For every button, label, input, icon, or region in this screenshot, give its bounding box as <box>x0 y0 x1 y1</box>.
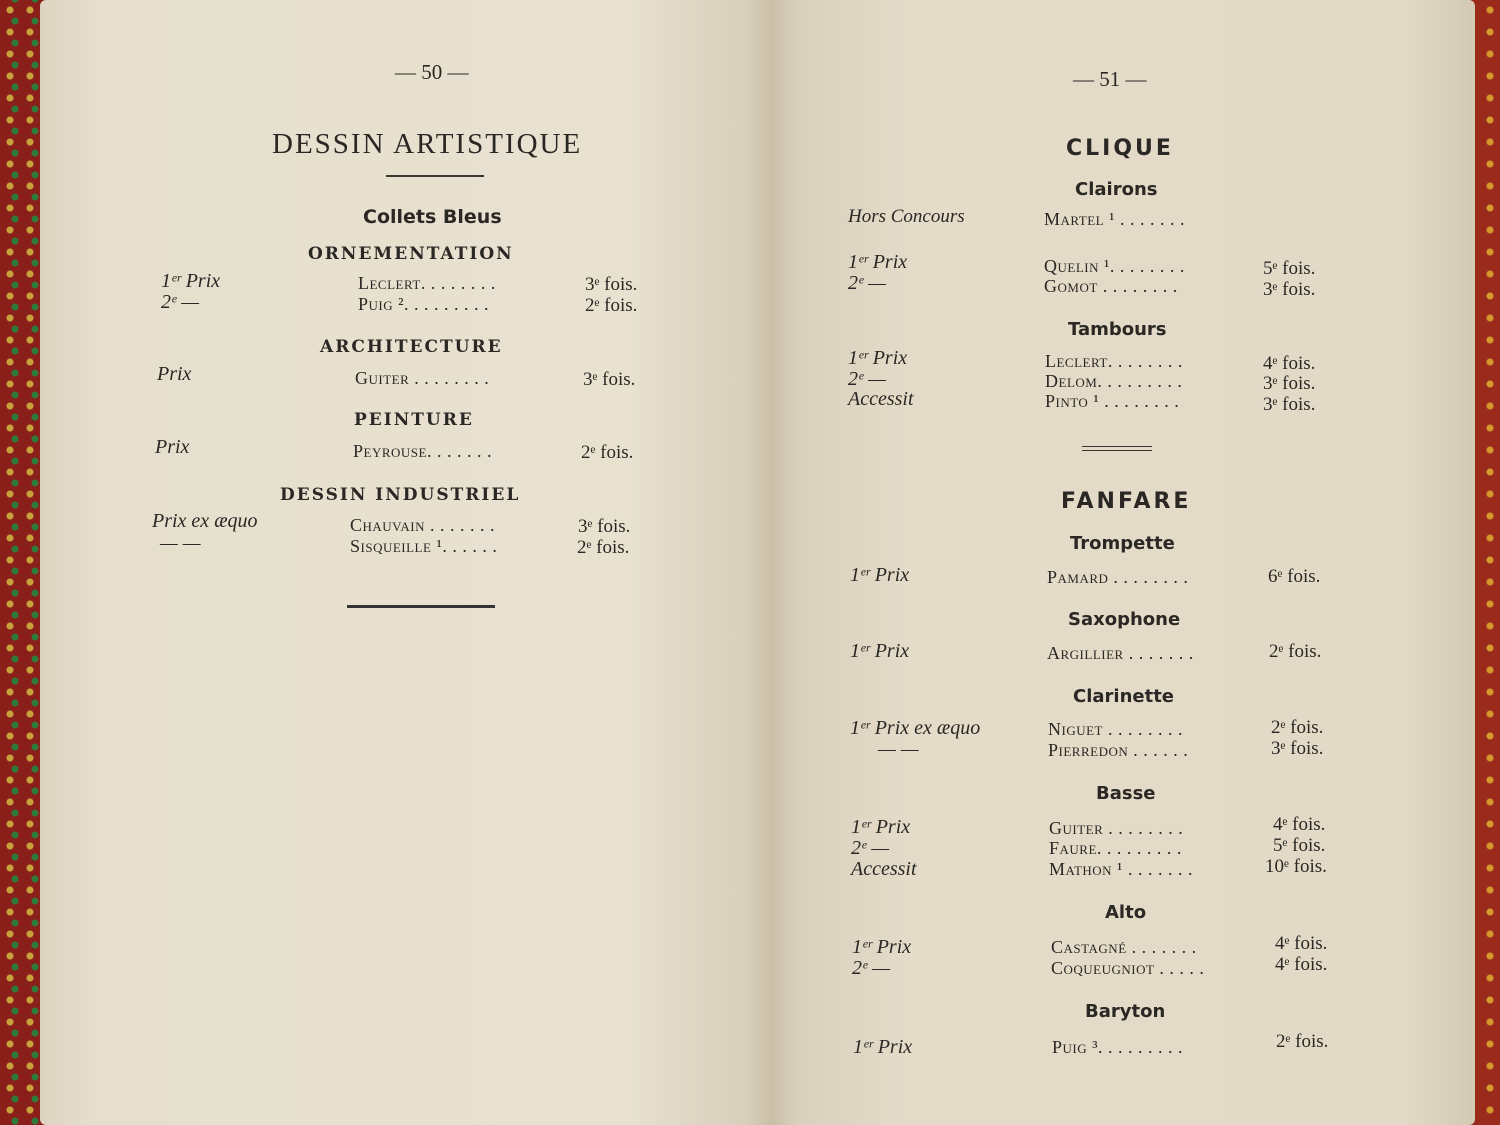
section-heading-clique: CLIQUE <box>1066 136 1174 161</box>
prize-label: 1ᵉʳ Prix <box>161 270 221 292</box>
times-count: 2ᵉ fois. <box>581 442 634 463</box>
instrument-heading-alto: Alto <box>1105 902 1147 923</box>
prize-label: Accessit <box>848 388 914 410</box>
prize-label: 1ᵉʳ Prix <box>848 251 908 273</box>
laureate-name: Pinto ¹ . . . . . . . . <box>1045 391 1180 411</box>
prize-label: 1ᵉʳ Prix <box>852 936 912 958</box>
times-count: 4ᵉ fois. <box>1275 954 1328 975</box>
laureate-name: Gomot . . . . . . . . <box>1044 276 1178 296</box>
prize-label: 1ᵉʳ Prix <box>848 347 908 369</box>
times-count: 2ᵉ fois. <box>1269 641 1322 662</box>
prize-label: Hors Concours <box>848 206 965 227</box>
laureate-name: Faure. . . . . . . . . <box>1049 838 1182 858</box>
title-underline <box>386 175 484 177</box>
laureate-name: Castagné . . . . . . . <box>1051 937 1197 957</box>
times-count: 5ᵉ fois. <box>1273 835 1326 856</box>
right-page <box>770 0 1475 1125</box>
laureate-name: Argillier . . . . . . . <box>1047 643 1194 663</box>
laureate-name: Coqueugniot . . . . . <box>1051 958 1205 978</box>
prize-label: 1ᵉʳ Prix <box>850 640 910 662</box>
section-heading-ornementation: ORNEMENTATION <box>308 244 514 264</box>
laureate-name: Delom. . . . . . . . . <box>1045 371 1183 391</box>
section-heading-fanfare: FANFARE <box>1061 489 1192 514</box>
times-count: 2ᵉ fois. <box>1276 1031 1329 1052</box>
times-count: 10ᵉ fois. <box>1265 856 1327 877</box>
prize-label: Prix <box>157 363 192 385</box>
times-count: 2ᵉ fois. <box>577 537 630 558</box>
times-count: 2ᵉ fois. <box>1271 717 1324 738</box>
instrument-heading-clairons: Clairons <box>1075 179 1158 200</box>
page-number: — 50 — <box>395 60 469 84</box>
section-heading-peinture: PEINTURE <box>354 410 474 430</box>
page-number: — 51 — <box>1073 67 1147 91</box>
laureate-name: Peyrouse. . . . . . . <box>353 441 492 461</box>
laureate-name: Quelin ¹. . . . . . . . <box>1044 256 1185 276</box>
section-divider <box>1082 446 1152 451</box>
prize-label: Prix <box>155 436 190 458</box>
times-count: 4ᵉ fois. <box>1263 353 1316 374</box>
instrument-heading-trompette: Trompette <box>1070 533 1175 554</box>
instrument-heading-basse: Basse <box>1096 783 1156 804</box>
times-count: 3ᵉ fois. <box>578 516 631 537</box>
laureate-name: Guiter . . . . . . . . <box>355 368 490 388</box>
times-count: 3ᵉ fois. <box>585 274 638 295</box>
times-count: 3ᵉ fois. <box>1263 373 1316 394</box>
prize-label: Prix ex æquo <box>152 510 258 532</box>
prize-label: 1ᵉʳ Prix <box>851 816 911 838</box>
instrument-heading-baryton: Baryton <box>1085 1001 1166 1022</box>
section-end-rule <box>347 605 495 608</box>
laureate-name: Chauvain . . . . . . . <box>350 515 495 535</box>
times-count: 4ᵉ fois. <box>1273 814 1326 835</box>
laureate-name: Leclert. . . . . . . . <box>1045 351 1183 371</box>
times-count: 5ᵉ fois. <box>1263 258 1316 279</box>
laureate-name: Martel ¹ . . . . . . . <box>1044 209 1186 229</box>
times-count: 3ᵉ fois. <box>1263 279 1316 300</box>
laureate-name: Leclert. . . . . . . . <box>358 273 496 293</box>
laureate-name: Sisqueille ¹. . . . . . <box>350 536 498 556</box>
laureate-name: Mathon ¹ . . . . . . . <box>1049 859 1193 879</box>
laureate-name: Pamard . . . . . . . . <box>1047 567 1189 587</box>
times-count: 3ᵉ fois. <box>1263 394 1316 415</box>
laureate-name: Puig ². . . . . . . . . <box>358 294 490 314</box>
prize-label: 2ᵉ — <box>848 272 887 294</box>
page-title: DESSIN ARTISTIQUE <box>272 128 583 160</box>
prize-label: 1ᵉʳ Prix <box>850 564 910 586</box>
times-count: 3ᵉ fois. <box>583 369 636 390</box>
laureate-name: Puig ³. . . . . . . . . <box>1052 1037 1184 1057</box>
instrument-heading-clarinette: Clarinette <box>1073 686 1175 707</box>
subtitle: Collets Bleus <box>363 206 502 228</box>
times-count: 4ᵉ fois. <box>1275 933 1328 954</box>
laureate-name: Guiter . . . . . . . . <box>1049 818 1184 838</box>
laureate-name: Niguet . . . . . . . . <box>1048 719 1183 739</box>
prize-label: 2ᵉ — <box>851 837 890 859</box>
prize-label: 2ᵉ — <box>852 957 891 979</box>
times-count: 2ᵉ fois. <box>585 295 638 316</box>
section-heading-dessin-industriel: DESSIN INDUSTRIEL <box>280 485 521 505</box>
prize-label: 1ᵉʳ Prix ex æquo <box>850 717 981 739</box>
prize-label: — — <box>878 738 919 760</box>
times-count: 6ᵉ fois. <box>1268 566 1321 587</box>
prize-label: 2ᵉ — <box>848 368 887 390</box>
times-count: 3ᵉ fois. <box>1271 738 1324 759</box>
section-heading-architecture: ARCHITECTURE <box>320 337 503 357</box>
prize-label: — — <box>160 532 201 554</box>
instrument-heading-saxophone: Saxophone <box>1068 609 1181 630</box>
left-page <box>40 0 775 1125</box>
prize-label: Accessit <box>851 858 917 880</box>
prize-label: 1ᵉʳ Prix <box>853 1036 913 1058</box>
prize-label: 2ᵉ — <box>161 291 200 313</box>
laureate-name: Pierredon . . . . . . <box>1048 740 1189 760</box>
instrument-heading-tambours: Tambours <box>1068 319 1167 340</box>
